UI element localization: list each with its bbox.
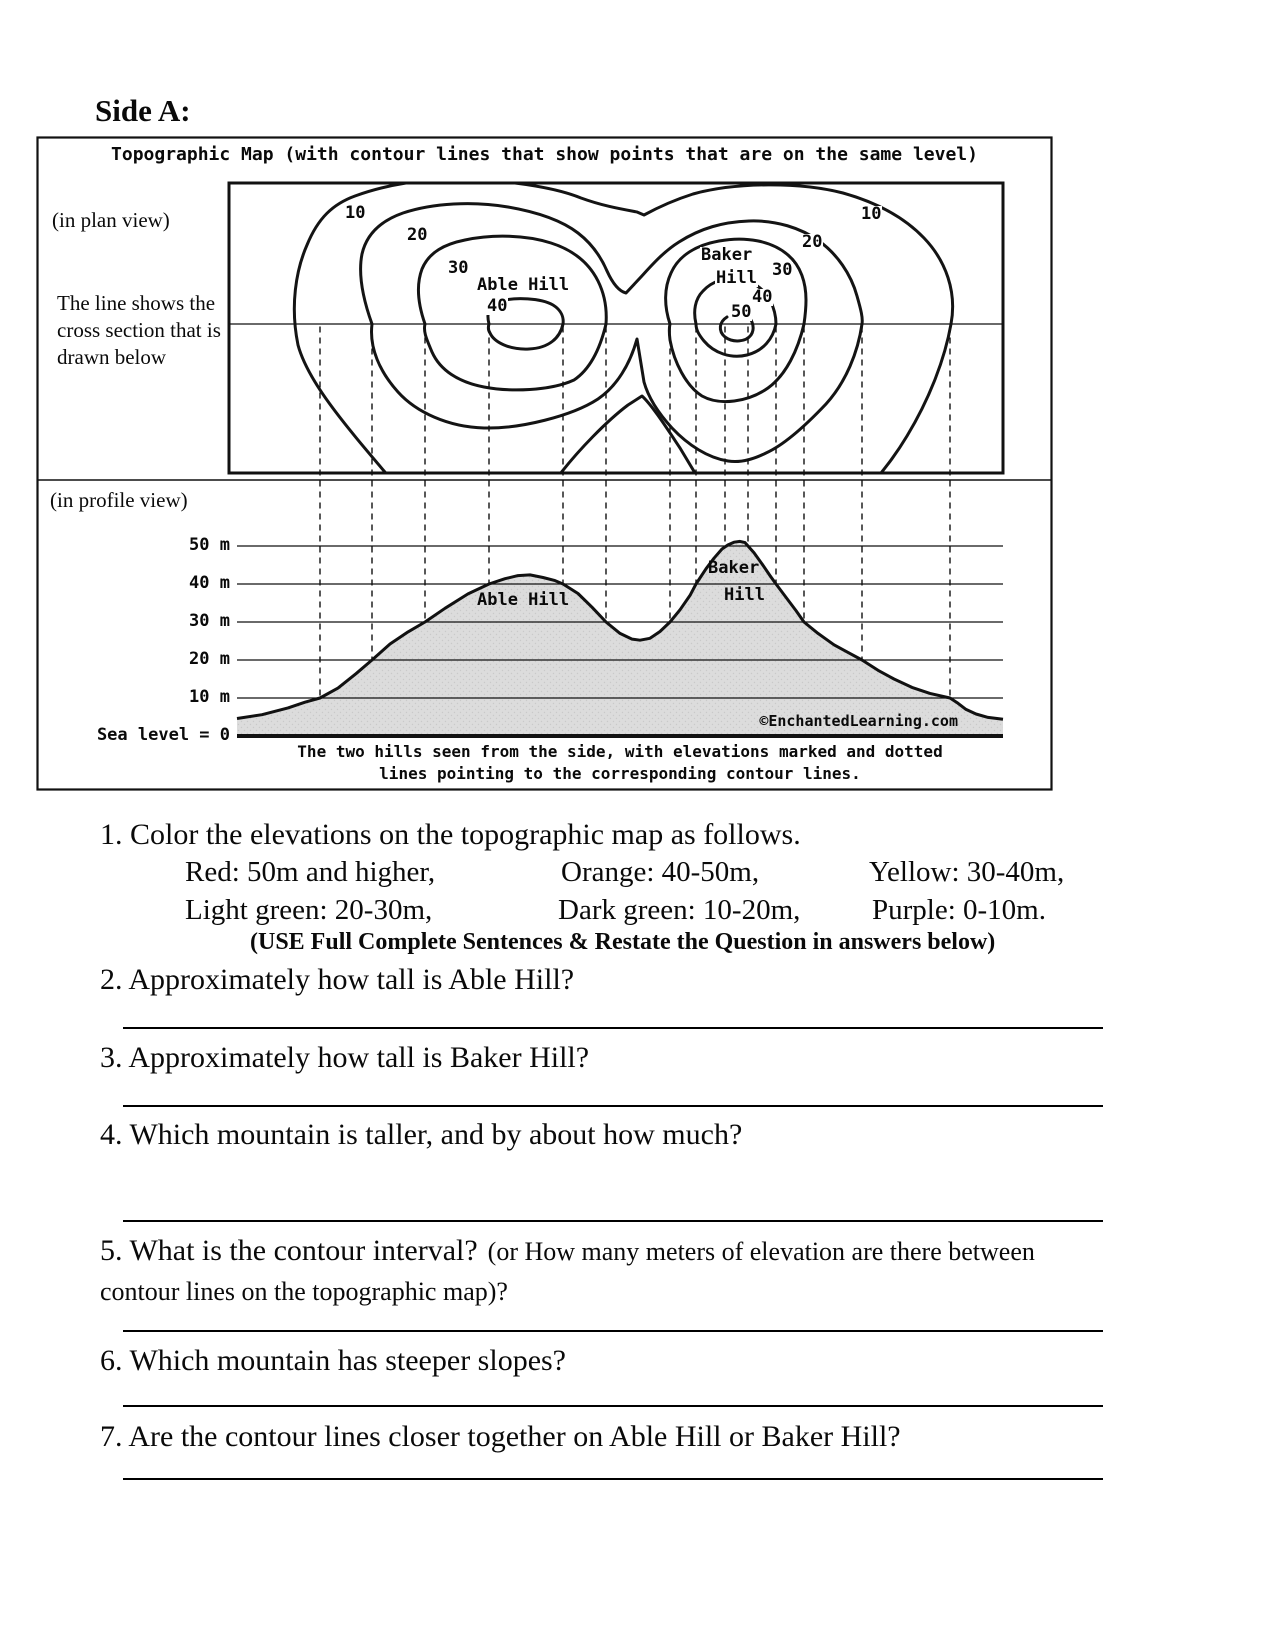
question-3: 3. Approximately how tall is Baker Hill? — [100, 1041, 590, 1074]
page-title: Side A: — [95, 93, 191, 128]
answer-line-q4[interactable] — [123, 1220, 1103, 1222]
map-contour-label: 10 — [861, 204, 882, 224]
question-7: 7. Are the contour lines closer together on Able Hill or Baker Hill? — [100, 1420, 901, 1453]
answer-line-q7[interactable] — [123, 1478, 1103, 1480]
map-border — [229, 183, 1003, 473]
profile-hill-label: Able Hill — [477, 590, 570, 610]
figure-caption-line1: The two hills seen from the side, with elevations marked and dotted — [297, 742, 943, 761]
question-5-line2: contour lines on the topographic map)? — [100, 1277, 508, 1306]
cross-section-note: The line shows the cross section that is drawn below — [57, 291, 221, 369]
color-key-purple: Purple: 0-10m. — [872, 894, 1046, 926]
map-contour-label: 50 — [731, 302, 752, 322]
color-key-red: Red: 50m and higher, — [185, 856, 436, 888]
map-contour-label: Hill — [716, 268, 757, 288]
answer-line-q5[interactable] — [123, 1330, 1103, 1332]
profile-view-label: (in profile view) — [50, 488, 188, 512]
elevation-label: Sea level = 0 — [96, 725, 230, 745]
map-contour-label: 10 — [345, 203, 366, 223]
contour-10m — [294, 179, 952, 478]
profile-hill-label: Hill — [724, 585, 765, 605]
question-5 — [100, 1234, 1035, 1269]
plan-view-label: (in plan view) — [52, 208, 170, 232]
question-5-main: 5. What is the contour interval? — [100, 1234, 478, 1267]
color-key-yellow: Yellow: 30-40m, — [869, 856, 1065, 888]
copyright-notice: ©EnchantedLearning.com — [759, 712, 958, 730]
elevation-label: 20 m — [189, 649, 230, 669]
map-contour-label: 20 — [802, 232, 823, 252]
q1-color-key-row1 — [0, 856, 1275, 896]
answer-line-q6[interactable] — [123, 1405, 1103, 1407]
map-contour-label: Able Hill — [477, 275, 570, 295]
question-2: 2. Approximately how tall is Able Hill? — [100, 963, 575, 996]
color-key-dark-green: Dark green: 10-20m, — [558, 894, 801, 926]
color-key-orange: Orange: 40-50m, — [561, 856, 760, 888]
question-6: 6. Which mountain has steeper slopes? — [100, 1344, 566, 1377]
elevation-label: 10 m — [189, 687, 230, 707]
map-contour-label: 30 — [772, 260, 793, 280]
map-contour-label: 40 — [487, 296, 508, 316]
figure-title: Topographic Map (with contour lines that show points that are on the same level) — [111, 144, 978, 165]
contour-lines — [294, 179, 952, 478]
map-contour-label: 40 — [752, 287, 773, 307]
elevation-label: 40 m — [189, 573, 230, 593]
map-contour-label: Baker — [701, 245, 753, 265]
map-contour-label: 20 — [407, 225, 428, 245]
contour-20m — [361, 204, 863, 462]
q1-color-key-row2 — [0, 894, 1275, 934]
elevation-label: 30 m — [189, 611, 230, 631]
color-key-light-green: Light green: 20-30m, — [185, 894, 433, 926]
instructions-note: (USE Full Complete Sentences & Restate the Question in answers below) — [250, 929, 996, 955]
profile-hill-label: Baker — [708, 558, 760, 578]
figure-caption-line2: lines pointing to the corresponding contour lines. — [379, 764, 861, 783]
answer-line-q2[interactable] — [123, 1027, 1103, 1029]
map-contour-label: 30 — [448, 258, 469, 278]
question-5-parenthetical: (or How many meters of elevation are there between — [487, 1237, 1035, 1266]
profile-terrain-fill — [237, 541, 1003, 736]
answer-line-q3[interactable] — [123, 1105, 1103, 1107]
question-4: 4. Which mountain is taller, and by about how much? — [100, 1118, 743, 1151]
elevation-label: 50 m — [189, 535, 230, 555]
question-1: 1. Color the elevations on the topographic map as follows. — [100, 818, 801, 851]
